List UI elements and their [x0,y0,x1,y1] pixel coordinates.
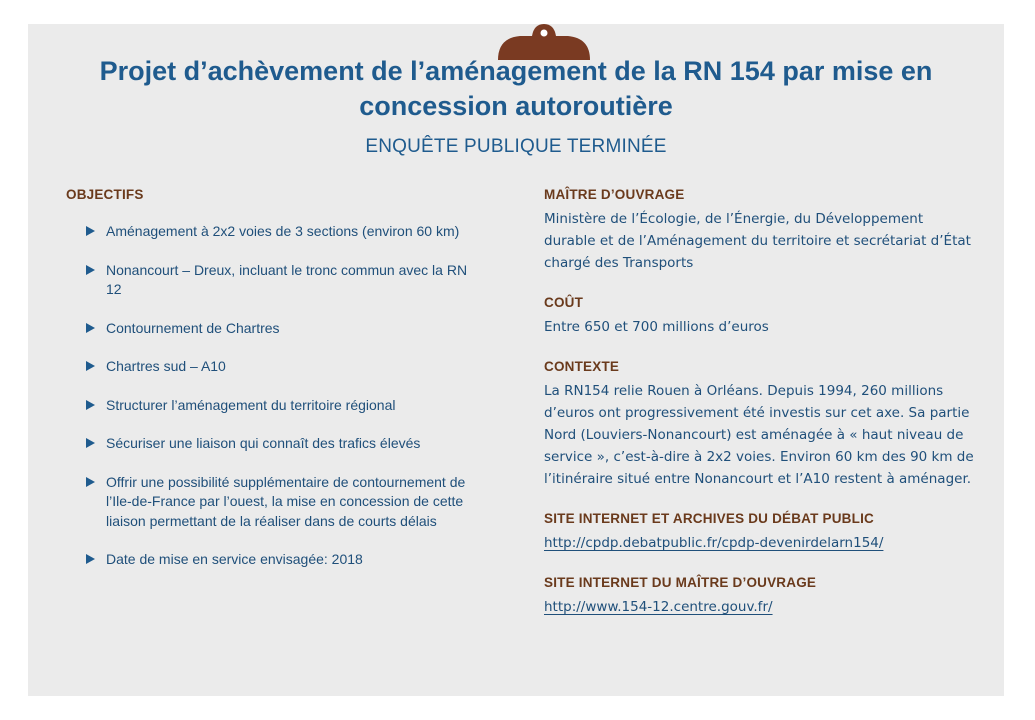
site-moa-heading: SITE INTERNET DU MAÎTRE D’OUVRAGE [544,575,817,590]
site-moa-link[interactable]: http://www.154-12.centre.gouv.fr/ [544,599,773,615]
maitre-ouvrage-block [544,186,974,274]
triangle-right-icon [86,400,95,410]
triangle-right-icon [86,477,95,487]
page-title: Projet d’achèvement de l’aménagement de la RN 154 par mise en concession autoroutière [99,56,933,121]
project-card [28,24,1004,696]
triangle-right-icon [86,554,95,564]
site-debat-heading: SITE INTERNET ET ARCHIVES DU DÉBAT PUBLIC [544,511,874,526]
list-item-text: Date de mise en service envisagée: 2018 [106,551,363,567]
list-item-text: Sécuriser une liaison qui connaît des trafics élevés [106,435,421,451]
maitre-ouvrage-heading: MAÎTRE D’OUVRAGE [544,187,685,202]
list-item-text: Offrir une possibilité supplémentaire de contournement de l’Ile-de-France par l’ouest, la mise en concession de cette liaison permettant de la réaliser dans de courts délais [106,473,466,529]
contexte-block [544,358,974,490]
triangle-right-icon [86,226,95,236]
site-moa-block [544,574,974,618]
cout-block [544,294,974,338]
site-debat-block [544,510,974,554]
list-item-text: Structurer l’aménagement du territoire régional [106,396,396,413]
site-debat-link[interactable]: http://cpdp.debatpublic.fr/cpdp-devenirdelarn154/ [544,535,884,551]
contexte-heading: CONTEXTE [544,359,620,374]
list-item [66,357,486,377]
triangle-right-icon [86,265,95,275]
triangle-right-icon [86,323,95,333]
maitre-ouvrage-text: Ministère de l’Écologie, de l’Énergie, du Développement durable et de l’Aménagement du territoire et secrétariat d’État chargé des Transports [544,211,971,271]
list-item [66,396,486,416]
list-item [66,319,486,339]
list-item [66,473,486,532]
cout-heading: COÛT [544,295,584,310]
list-item-text: Nonancourt – Dreux, incluant le tronc commun avec la RN 12 [106,261,468,297]
list-item [66,261,486,300]
details-column [544,186,974,638]
list-item [66,434,486,454]
status-subtitle: ENQUÊTE PUBLIQUE TERMINÉE [365,136,667,157]
contexte-text: La RN154 relie Rouen à Orléans. Depuis 1994, 260 millions d’euros ont progressivement été investis sur cet axe. Sa partie Nord (Louviers-Nonancourt) est aménagée à « haut niveau de service », c’est-à-dire à 2x2 voies. Environ 60 km des 90 km de l’itinéraire situé entre Nonancourt et l’A10 restent à aménager. [544,383,974,487]
list-item-text: Chartres sud – A10 [106,358,226,374]
objectifs-list [66,222,486,570]
triangle-right-icon [86,361,95,371]
objectifs-heading: OBJECTIFS [66,187,144,202]
list-item [66,550,486,570]
objectifs-column [66,186,486,589]
triangle-right-icon [86,438,95,448]
list-item [66,222,486,242]
list-item-text: Contournement de Chartres [106,319,280,336]
list-item-text: Aménagement à 2x2 voies de 3 sections (environ 60 km) [106,223,460,239]
cout-text: Entre 650 et 700 millions d’euros [544,319,769,335]
